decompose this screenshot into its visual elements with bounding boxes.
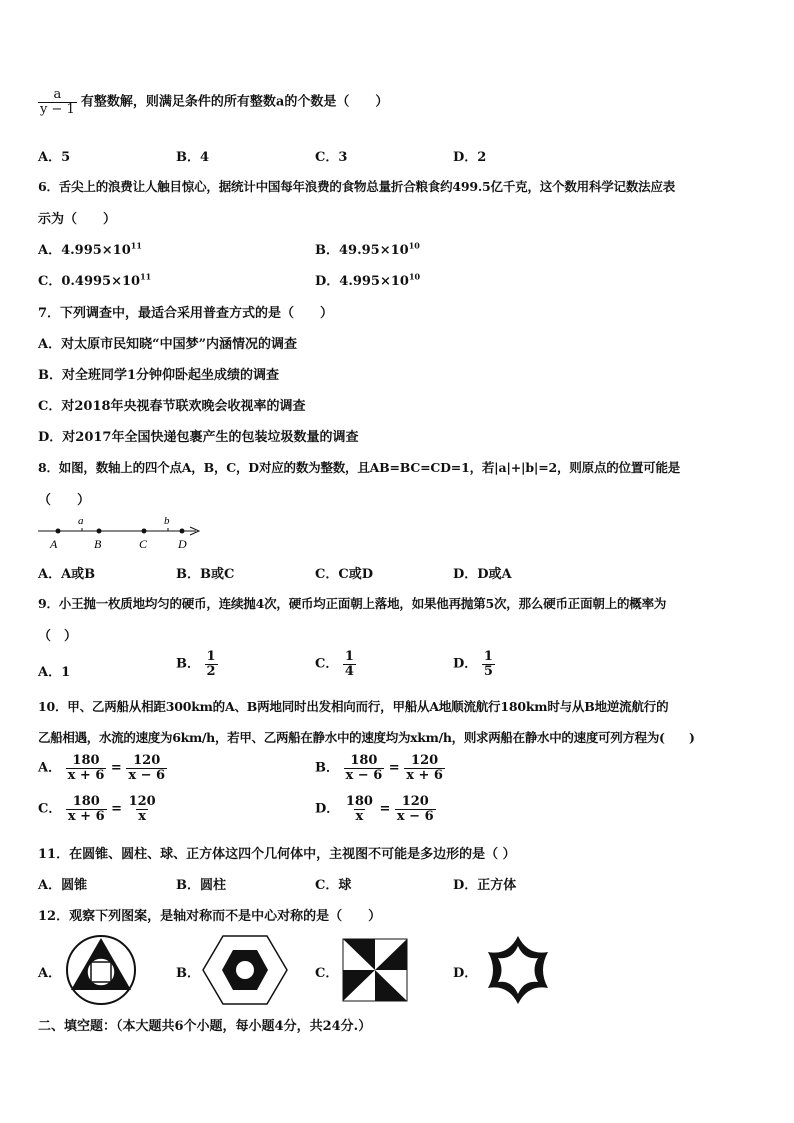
point-B [97,529,102,534]
q9-option-d: D． $\frac{1}{5}$ [453,649,493,679]
q6-option-b: B．$49.95\times 10^{10}$ [315,240,420,258]
q8-option-d: D．D或A [453,567,512,582]
q8-option-c: C．C或D [315,567,373,582]
q5-option-a: A．5 [38,150,71,165]
point-C [142,529,147,534]
section-fill-in-heading: 二、填空题：（本大题共6个小题，每小题4分，共24分.） [38,1019,372,1034]
q9-stem-line2: （ ） [38,629,78,644]
q5-stem: 有整数解，则满足条件的所有整数a的个数是（ ） [80,94,389,110]
q10-option-a: A． $\frac{180}{x + 6}$ = $\frac{120}{x - 6}$ [38,753,166,783]
q6-stem-line1: 6．舌尖上的浪费让人触目惊心，据统计中国每年浪费的食物总量折合粮食约499.5亿千克，这个数用科学记数法应表 [38,179,676,194]
q9-option-b: B． $\frac{1}{2}$ [176,649,216,679]
q12-option-b-label: B． [176,966,200,981]
q11-option-a: A．圆锥 [38,878,88,893]
q7-option-c: C．对2018年央视春节联欢晚会收视率的调查 [38,399,306,414]
label-a: a [78,515,84,527]
q8-stem-line2: （ ） [38,493,91,508]
number-line-figure [36,514,206,554]
q5-option-d: D．2 [453,150,487,165]
q12-option-c-label: C． [315,966,339,981]
q6-stem-line2: 示为（ ） [38,212,117,227]
point-D [180,529,185,534]
q6-option-d: D．$4.995\times 10^{10}$ [315,271,421,289]
q10-option-c: C． $\frac{180}{x + 6}$ = $\frac{120}{x}$ [38,794,156,824]
q11-stem: 11．在圆锥、圆柱、球、正方体这四个几何体中，主视图不可能是多边形的是（ ） [38,847,516,862]
q10-stem-line2: 乙船相遇，水流的速度为6km/h，若甲、乙两船在静水中的速度均为xkm/h，则求两船在静水中的速度可列方程为( ) [38,730,695,745]
point-A [56,529,61,534]
q11-option-d: D．正方体 [453,878,517,893]
figure-c-pinwheel-icon [342,938,408,1002]
q9-option-a: A．1 [38,665,71,680]
q5-option-c: C．3 [315,150,348,165]
q12-option-a-label: A． [38,966,62,981]
figure-a-circle-triangle-icon [63,932,139,1008]
label-A: A [50,537,58,551]
q9-option-c: C． $\frac{1}{4}$ [315,649,354,679]
q12-stem: 12．观察下列图案，是轴对称而不是中心对称的是（ ） [38,909,382,924]
q5-line [38,88,388,116]
q8-stem-line1: 8．如图，数轴上的四个点A，B，C，D对应的数为整数，且AB=BC=CD=1，若|a|+|b|=2，则原点的位置可能是 [38,460,681,475]
q11-option-c: C．球 [315,878,352,893]
q5-fraction: $\frac{a}{y - 1}$ [40,87,75,117]
figure-d-star-hexagon-icon [476,930,560,1010]
q6-option-c: C．$0.4995\times 10^{11}$ [38,271,152,289]
q5-option-b: B．4 [176,150,210,165]
q7-option-a: A．对太原市民知晓“中国梦”内涵情况的调查 [38,337,298,352]
q8-option-a: A．A或B [38,567,96,582]
q10-stem-line1: 10．甲、乙两船从相距300km的A、B两地同时出发相向而行，甲船从A地顺流航行180km时与从B地逆流航行的 [38,699,669,714]
q11-option-b: B．圆柱 [176,878,226,893]
q7-stem: 7．下列调查中，最适合采用普查方式的是（ ） [38,306,334,321]
q7-option-d: D．对2017年全国快递包裹产生的包装垃圾数量的调查 [38,430,359,445]
q10-option-d: D． $\frac{180}{x}$ = $\frac{120}{x - 6}$ [315,794,434,824]
label-B: B [94,537,102,551]
q8-option-b: B．B或C [176,567,235,582]
q9-stem-line1: 9．小王抛一枚质地均匀的硬币，连续抛4次，硬币均正面朝上落地，如果他再抛第5次，那么硬币正面朝上的概率为 [38,596,667,611]
q6-option-a: A．$4.995\times 10^{11}$ [38,240,142,258]
figure-b-hexagon-icon [201,932,289,1008]
q10-option-b: B． $\frac{180}{x - 6}$ = $\frac{120}{x + 6}$ [315,753,443,783]
q12-option-d-label: D． [453,966,478,981]
label-D: D [178,537,187,551]
q7-option-b: B．对全班同学1分钟仰卧起坐成绩的调查 [38,368,280,383]
label-b: b [164,515,170,527]
label-C: C [139,537,148,551]
